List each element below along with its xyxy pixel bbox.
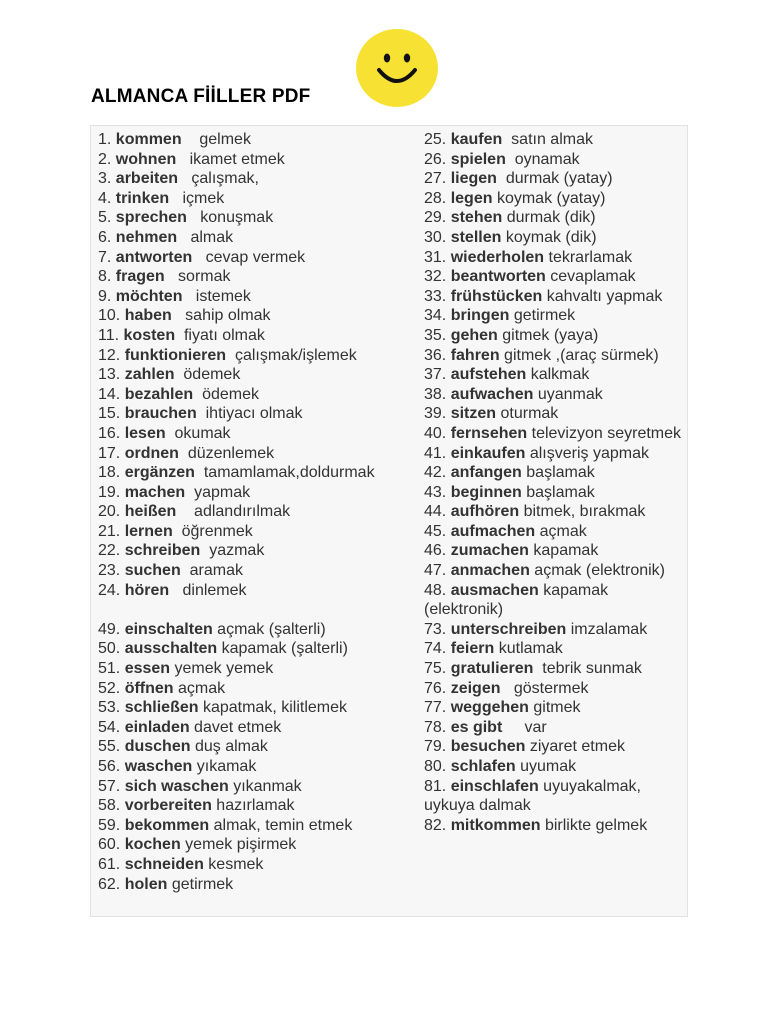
turkish-meaning: açmak (elektronik) <box>529 562 665 580</box>
german-verb: einladen <box>124 718 190 736</box>
verb-entry <box>424 581 686 620</box>
turkish-meaning: bitmek, bırakmak <box>519 503 646 521</box>
german-verb: wohnen <box>115 150 177 168</box>
verb-entry <box>424 189 686 209</box>
verb-entry <box>98 835 423 855</box>
turkish-meaning: dinlemek <box>169 581 247 599</box>
verb-number: 38. <box>424 385 447 403</box>
verb-number: 26. <box>424 150 447 168</box>
verb-entry <box>98 444 423 464</box>
verb-number: 25. <box>424 131 447 148</box>
german-verb: weggehen <box>450 699 529 717</box>
german-verb: lernen <box>124 522 173 540</box>
verb-entry <box>98 659 423 679</box>
verb-entry <box>424 777 686 816</box>
turkish-meaning: koymak (yatay) <box>492 189 606 207</box>
verb-entry <box>98 541 423 561</box>
german-verb: bezahlen <box>124 385 194 403</box>
turkish-meaning: başlamak <box>521 483 595 501</box>
german-verb: fernsehen <box>450 424 528 442</box>
german-verb: liegen <box>450 170 497 188</box>
verb-entry <box>424 208 686 228</box>
german-verb: besuchen <box>450 738 526 756</box>
german-verb: holen <box>124 875 168 893</box>
turkish-meaning: uyanmak <box>533 385 603 403</box>
turkish-meaning: imzalamak <box>566 620 648 638</box>
german-verb: anfangen <box>450 464 522 482</box>
verb-number: 17. <box>98 444 121 462</box>
verb-number: 10. <box>98 307 121 325</box>
turkish-meaning: yıkamak <box>192 758 257 775</box>
german-verb: waschen <box>124 758 193 775</box>
verb-entry <box>98 679 423 699</box>
verb-number: 62. <box>98 875 121 893</box>
verb-entry <box>424 150 686 170</box>
german-verb: kochen <box>124 836 181 854</box>
german-verb: gratulieren <box>450 660 534 678</box>
verb-entry <box>424 561 686 581</box>
verb-number: 77. <box>424 699 447 717</box>
turkish-meaning: oturmak <box>496 405 559 423</box>
turkish-meaning: cevaplamak <box>545 268 636 286</box>
verb-number: 24. <box>98 581 121 599</box>
verb-number: 59. <box>98 816 121 834</box>
verb-entry <box>98 365 423 385</box>
german-verb: nehmen <box>115 228 178 246</box>
verb-list-box <box>90 125 688 917</box>
german-verb: sprechen <box>115 209 187 227</box>
verb-number: 81. <box>424 777 447 795</box>
right-column <box>424 130 686 835</box>
verb-entry <box>424 326 686 346</box>
verb-number: 53. <box>98 699 121 717</box>
verb-number: 43. <box>424 483 447 501</box>
german-verb: arbeiten <box>115 170 179 188</box>
verb-number: 48. <box>424 581 447 599</box>
verb-entry <box>98 737 423 757</box>
verb-number: 19. <box>98 483 121 501</box>
verb-entry <box>98 150 423 170</box>
verb-number: 37. <box>424 366 447 384</box>
verb-entry <box>98 639 423 659</box>
verb-entry <box>424 620 686 640</box>
verb-entry <box>98 208 423 228</box>
verb-entry <box>98 777 423 797</box>
turkish-meaning: uyuyakalmak, uykuya dalmak <box>424 777 646 815</box>
verb-number: 82. <box>424 816 447 834</box>
turkish-meaning: göstermek <box>500 679 589 697</box>
verb-number: 20. <box>98 503 121 521</box>
verb-entry <box>98 189 423 209</box>
german-verb: wiederholen <box>450 248 545 266</box>
verb-entry <box>98 522 423 542</box>
turkish-meaning: getirmek <box>509 307 576 325</box>
verb-number: 16. <box>98 424 121 442</box>
german-verb: mitkommen <box>450 816 541 834</box>
turkish-meaning: kahvaltı yapmak <box>542 287 663 305</box>
verb-number: 58. <box>98 797 121 815</box>
verb-entry <box>424 306 686 326</box>
german-verb: bringen <box>450 307 510 325</box>
german-verb: stehen <box>450 209 503 227</box>
german-verb: hören <box>124 581 170 599</box>
page-title: ALMANCA FİİLLER PDF <box>91 86 311 107</box>
verb-number: 18. <box>98 464 121 482</box>
turkish-meaning: kesmek <box>203 855 264 873</box>
turkish-meaning: gitmek <box>528 699 581 717</box>
german-verb: spielen <box>450 150 506 168</box>
turkish-meaning: aramak <box>180 562 243 580</box>
turkish-meaning: almak, temin etmek <box>209 816 353 834</box>
german-verb: stellen <box>450 228 502 246</box>
turkish-meaning: duş almak <box>190 738 268 756</box>
german-verb: kommen <box>115 131 182 148</box>
german-verb: gehen <box>450 326 498 344</box>
verb-number: 47. <box>424 562 447 580</box>
german-verb: legen <box>450 189 493 207</box>
turkish-meaning: yazmak <box>200 542 265 560</box>
turkish-meaning: açmak (şalterli) <box>212 620 326 638</box>
verb-number: 36. <box>424 346 447 364</box>
verb-entry <box>98 346 423 366</box>
turkish-meaning: gitmek (yaya) <box>497 326 599 344</box>
turkish-meaning: kapamak (elektronik) <box>424 581 613 619</box>
verb-entry <box>424 483 686 503</box>
verb-number: 56. <box>98 758 121 775</box>
german-verb: zeigen <box>450 679 501 697</box>
german-verb: zumachen <box>450 542 529 560</box>
verb-entry <box>98 816 423 836</box>
verb-entry <box>98 600 423 620</box>
verb-number: 46. <box>424 542 447 560</box>
german-verb: fahren <box>450 346 500 364</box>
verb-entry <box>98 796 423 816</box>
german-verb: schreiben <box>124 542 201 560</box>
turkish-meaning: tebrik sunmak <box>533 660 642 678</box>
turkish-meaning: çalışmak, <box>178 170 259 188</box>
verb-number: 1. <box>98 131 112 148</box>
verb-entry <box>424 659 686 679</box>
verb-entry <box>98 248 423 268</box>
verb-number: 7. <box>98 248 112 266</box>
verb-entry <box>424 346 686 366</box>
verb-entry <box>424 444 686 464</box>
verb-entry <box>98 855 423 875</box>
turkish-meaning: sahip olmak <box>171 307 271 325</box>
turkish-meaning: içmek <box>169 189 225 207</box>
verb-entry <box>424 737 686 757</box>
verb-number: 35. <box>424 326 447 344</box>
german-verb: fragen <box>115 268 165 286</box>
german-verb: beginnen <box>450 483 522 501</box>
verb-number: 27. <box>424 170 447 188</box>
german-verb: funktionieren <box>124 346 227 364</box>
verb-entry <box>98 385 423 405</box>
turkish-meaning: kutlamak <box>494 640 563 658</box>
german-verb: feiern <box>450 640 495 658</box>
german-verb: aufmachen <box>450 522 536 540</box>
german-verb: ausmachen <box>450 581 539 599</box>
turkish-meaning: istemek <box>182 287 251 305</box>
verb-number: 61. <box>98 855 121 873</box>
verb-number: 74. <box>424 640 447 658</box>
verb-number: 23. <box>98 562 121 580</box>
turkish-meaning: açmak <box>535 522 587 540</box>
turkish-meaning: gelmek <box>181 131 251 148</box>
german-verb: suchen <box>124 562 181 580</box>
verb-entry <box>424 463 686 483</box>
verb-entry <box>98 306 423 326</box>
verb-number: 55. <box>98 738 121 756</box>
turkish-meaning: satın almak <box>502 131 593 148</box>
verb-entry <box>98 404 423 424</box>
verb-number: 6. <box>98 228 112 246</box>
verb-number: 50. <box>98 640 121 658</box>
german-verb: schließen <box>124 699 199 717</box>
verb-number: 73. <box>424 620 447 638</box>
german-verb: einschlafen <box>450 777 539 795</box>
german-verb: öffnen <box>124 679 174 697</box>
verb-number: 11. <box>98 326 120 344</box>
turkish-meaning: koymak (dik) <box>501 228 597 246</box>
german-verb: frühstücken <box>450 287 543 305</box>
verb-number: 41. <box>424 444 447 462</box>
german-verb: brauchen <box>124 405 197 423</box>
turkish-meaning: almak <box>177 228 234 246</box>
german-verb: unterschreiben <box>450 620 567 638</box>
turkish-meaning: tamamlamak,doldurmak <box>194 464 375 482</box>
german-verb: sitzen <box>450 405 497 423</box>
turkish-meaning: cevap vermek <box>192 248 306 266</box>
german-verb: machen <box>124 483 186 501</box>
verb-number: 45. <box>424 522 447 540</box>
german-verb: möchten <box>115 287 183 305</box>
verb-entry <box>98 757 423 777</box>
verb-entry <box>98 502 423 522</box>
turkish-meaning: yıkanmak <box>228 777 302 795</box>
turkish-meaning: açmak <box>173 679 226 697</box>
turkish-meaning: ödemek <box>174 366 241 384</box>
german-verb: schlafen <box>450 758 516 775</box>
turkish-meaning: kapamak (şalterli) <box>217 640 348 658</box>
german-verb: vorbereiten <box>124 797 212 815</box>
smiley-face-icon <box>355 28 439 108</box>
verb-number: 12. <box>98 346 121 364</box>
verb-number: 57. <box>98 777 121 795</box>
verb-number: 78. <box>424 718 447 736</box>
verb-number: 33. <box>424 287 447 305</box>
turkish-meaning: televizyon seyretmek <box>527 424 682 442</box>
turkish-meaning: davet etmek <box>189 718 282 736</box>
verb-entry <box>424 522 686 542</box>
german-verb: kosten <box>123 326 176 344</box>
turkish-meaning: var <box>502 718 547 736</box>
german-verb: essen <box>124 660 171 678</box>
verb-entry <box>98 424 423 444</box>
verb-number: 60. <box>98 836 121 854</box>
list-spacer <box>98 600 423 620</box>
verb-number: 21. <box>98 522 121 540</box>
left-column <box>98 130 423 894</box>
german-verb: kaufen <box>450 131 503 148</box>
german-verb: bekommen <box>124 816 210 834</box>
german-verb: einkaufen <box>450 444 526 462</box>
verb-entry <box>98 561 423 581</box>
verb-entry <box>98 463 423 483</box>
verb-entry <box>424 130 686 150</box>
verb-number: 49. <box>98 620 121 638</box>
turkish-meaning: ihtiyacı olmak <box>196 405 303 423</box>
verb-number: 79. <box>424 738 447 756</box>
german-verb: schneiden <box>124 855 204 873</box>
verb-entry <box>424 757 686 777</box>
verb-entry <box>98 875 423 895</box>
verb-number: 80. <box>424 758 447 775</box>
verb-number: 39. <box>424 405 447 423</box>
german-verb: zahlen <box>124 366 175 384</box>
turkish-meaning: düzenlemek <box>178 444 275 462</box>
turkish-meaning: yemek pişirmek <box>180 836 297 854</box>
verb-entry <box>424 541 686 561</box>
german-verb: aufwachen <box>450 385 534 403</box>
turkish-meaning: konuşmak <box>186 209 274 227</box>
verb-entry <box>98 698 423 718</box>
german-verb: aufstehen <box>450 366 527 384</box>
verb-entry <box>424 169 686 189</box>
verb-entry <box>424 816 686 836</box>
turkish-meaning: fiyatı olmak <box>175 326 265 344</box>
verb-number: 31. <box>424 248 447 266</box>
verb-number: 28. <box>424 189 447 207</box>
turkish-meaning: uyumak <box>515 758 577 775</box>
verb-number: 44. <box>424 503 447 521</box>
turkish-meaning: hazırlamak <box>211 797 295 815</box>
german-verb: trinken <box>115 189 170 207</box>
verb-entry <box>424 639 686 659</box>
verb-entry <box>424 228 686 248</box>
turkish-meaning: öğrenmek <box>172 522 253 540</box>
german-verb: lesen <box>124 424 166 442</box>
verb-entry <box>424 365 686 385</box>
verb-entry <box>98 169 423 189</box>
german-verb: haben <box>124 307 172 325</box>
verb-entry <box>424 502 686 522</box>
verb-number: 42. <box>424 464 447 482</box>
verb-number: 51. <box>98 660 121 678</box>
verb-entry <box>98 287 423 307</box>
turkish-meaning: okumak <box>165 424 231 442</box>
turkish-meaning: ziyaret etmek <box>525 738 625 756</box>
verb-number: 76. <box>424 679 447 697</box>
turkish-meaning: çalışmak/işlemek <box>226 346 357 364</box>
verb-number: 3. <box>98 170 112 188</box>
verb-entry <box>98 267 423 287</box>
german-verb: ausschalten <box>124 640 218 658</box>
verb-number: 34. <box>424 307 447 325</box>
german-verb: heißen <box>124 503 177 521</box>
verb-entry <box>98 326 423 346</box>
verb-entry <box>98 130 423 150</box>
verb-number: 40. <box>424 424 447 442</box>
verb-number: 13. <box>98 366 121 384</box>
turkish-meaning: sormak <box>164 268 231 286</box>
verb-number: 29. <box>424 209 447 227</box>
turkish-meaning: alışveriş yapmak <box>525 444 649 462</box>
turkish-meaning: ikamet etmek <box>176 150 285 168</box>
turkish-meaning: ödemek <box>193 385 259 403</box>
verb-entry <box>424 404 686 424</box>
verb-entry <box>424 679 686 699</box>
verb-number: 2. <box>98 150 112 168</box>
german-verb: einschalten <box>124 620 213 638</box>
verb-number: 5. <box>98 209 112 227</box>
turkish-meaning: kapamak <box>528 542 599 560</box>
verb-entry <box>98 228 423 248</box>
turkish-meaning: kapatmak, kilitlemek <box>198 699 348 717</box>
verb-number: 52. <box>98 679 121 697</box>
verb-number: 4. <box>98 189 112 207</box>
verb-number: 32. <box>424 268 447 286</box>
turkish-meaning: oynamak <box>505 150 580 168</box>
german-verb: sich waschen <box>124 777 229 795</box>
german-verb: es gibt <box>450 718 503 736</box>
german-verb: beantworten <box>450 268 546 286</box>
verb-entry <box>98 581 423 601</box>
turkish-meaning: başlamak <box>521 464 595 482</box>
verb-number: 75. <box>424 660 447 678</box>
german-verb: ordnen <box>124 444 179 462</box>
verb-number: 9. <box>98 287 112 305</box>
turkish-meaning: birlikte gelmek <box>540 816 648 834</box>
verb-entry <box>424 287 686 307</box>
turkish-meaning: adlandırılmak <box>176 503 291 521</box>
turkish-meaning: durmak (dik) <box>502 209 596 227</box>
turkish-meaning: kalkmak <box>526 366 590 384</box>
verb-number: 15. <box>98 405 121 423</box>
german-verb: ergänzen <box>124 464 195 482</box>
verb-entry <box>424 267 686 287</box>
turkish-meaning: yapmak <box>185 483 251 501</box>
verb-number: 30. <box>424 228 447 246</box>
verb-entry <box>424 424 686 444</box>
verb-number: 22. <box>98 542 121 560</box>
german-verb: anmachen <box>450 562 530 580</box>
verb-entry <box>98 620 423 640</box>
verb-entry <box>98 483 423 503</box>
verb-entry <box>98 718 423 738</box>
german-verb: aufhören <box>450 503 520 521</box>
turkish-meaning: durmak (yatay) <box>496 170 613 188</box>
verb-entry <box>424 698 686 718</box>
verb-entry <box>424 248 686 268</box>
verb-number: 14. <box>98 385 121 403</box>
turkish-meaning: yemek yemek <box>170 660 274 678</box>
verb-entry <box>424 385 686 405</box>
turkish-meaning: getirmek <box>167 875 234 893</box>
turkish-meaning: tekrarlamak <box>544 248 633 266</box>
german-verb: duschen <box>124 738 191 756</box>
turkish-meaning: gitmek ,(araç sürmek) <box>499 346 659 364</box>
verb-number: 54. <box>98 718 121 736</box>
verb-entry <box>424 718 686 738</box>
verb-number: 8. <box>98 268 112 286</box>
german-verb: antworten <box>115 248 193 266</box>
